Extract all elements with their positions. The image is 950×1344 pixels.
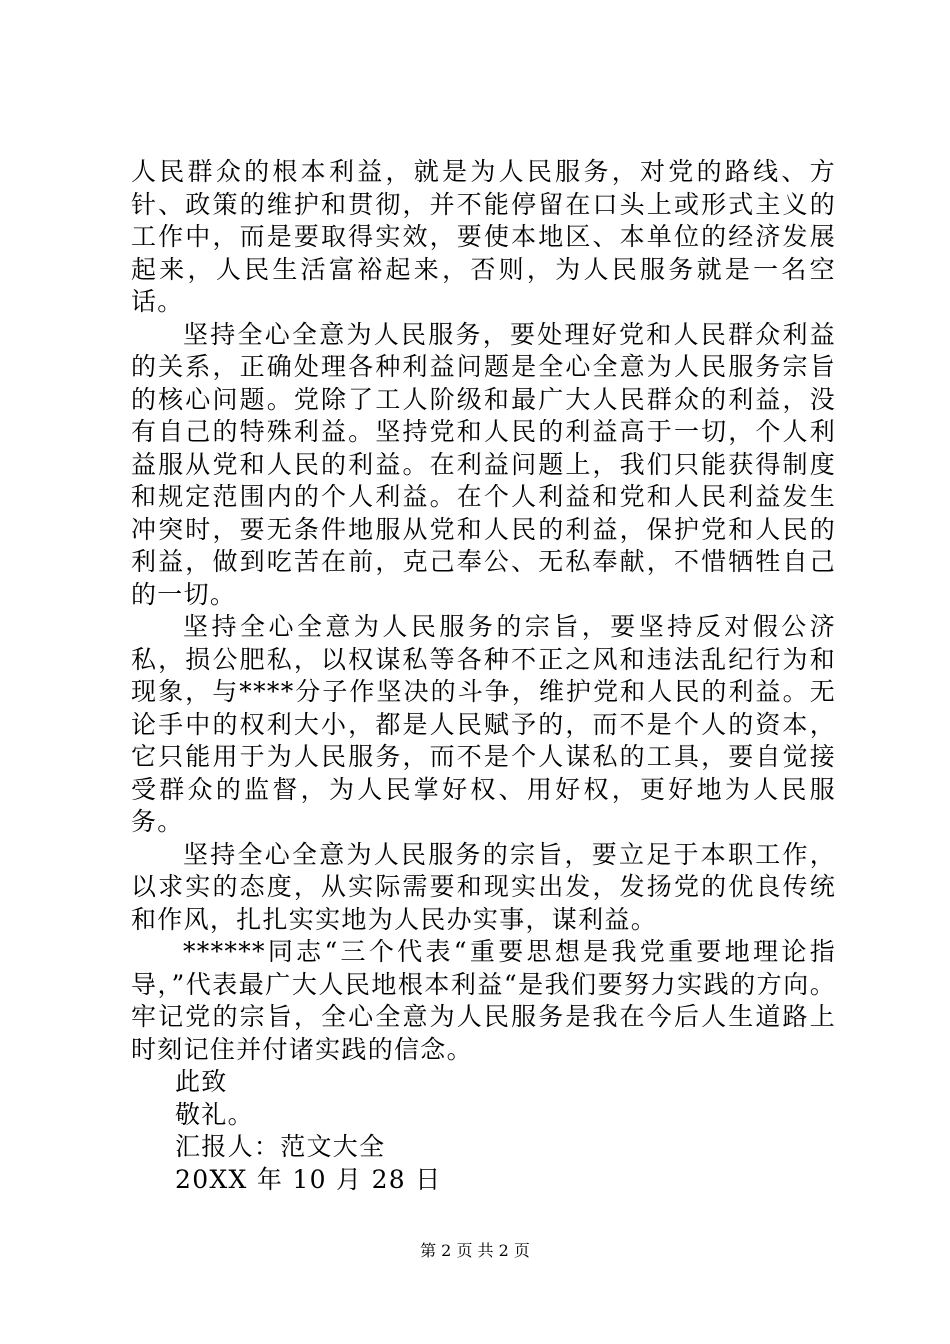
paragraph-4: 坚持全心全意为人民服务的宗旨，要立足于本职工作，以求实的态度，从实际需要和现实出发，发扬党的优良传统和作风，扎扎实实地为人民办实事，谋利益。: [131, 839, 836, 934]
closing-salutation-2: 敬礼。: [175, 1099, 254, 1129]
page-footer: 第 2 页 共 2 页: [420, 1241, 530, 1260]
paragraph-1: 人民群众的根本利益，就是为人民服务，对党的路线、方针、政策的维护和贯彻，并不能停留在口头上或形式主义的工作中，而是要取得实效，要使本地区、本单位的经济发展起来，人民生活富裕起来，否则，为人民服务就是一名空话。: [131, 157, 836, 316]
report-date: 20XX 年 10 月 28 日: [175, 1164, 442, 1194]
paragraph-3: 坚持全心全意为人民服务的宗旨，要坚持反对假公济私，损公肥私，以权谋私等各种不正之风和违法乱纪行为和现象，与****分子作坚决的斗争，维护党和人民的利益。无论手中的权利大小，都是人民赋予的，而不是个人的资本，它只能用于为人民服务，而不是个人谋私的工具，要自觉接受群众的监督，为人民掌好权、用好权，更好地为人民服务。: [131, 612, 836, 836]
closing-salutation-1: 此致: [175, 1067, 228, 1096]
document-body: [131, 156, 836, 1196]
paragraph-2: 坚持全心全意为人民服务，要处理好党和人民群众利益的关系，正确处理各种利益问题是全心全意为人民服务宗旨的核心问题。党除了工人阶级和最广大人民群众的利益，没有自己的特殊利益。坚持党和人民的利益高于一切，个人利益服从党和人民的利益。在利益问题上，我们只能获得制度和规定范围内的个人利益。在个人利益和党和人民利益发生冲突时，要无条件地服从党和人民的利益，保护党和人民的利益，做到吃苦在前，克己奉公、无私奉献，不惜牺牲自己的一切。: [131, 319, 836, 609]
paragraph-5: ******同志“三个代表“重要思想是我党重要地理论指导，”代表最广大人民地根本利益“是我们要努力实践的方向。牢记党的宗旨，全心全意为人民服务是我在今后人生道路上时刻记住并付诸实践的信念。: [131, 937, 836, 1064]
reporter-signature: 汇报人：范文大全: [175, 1132, 386, 1161]
